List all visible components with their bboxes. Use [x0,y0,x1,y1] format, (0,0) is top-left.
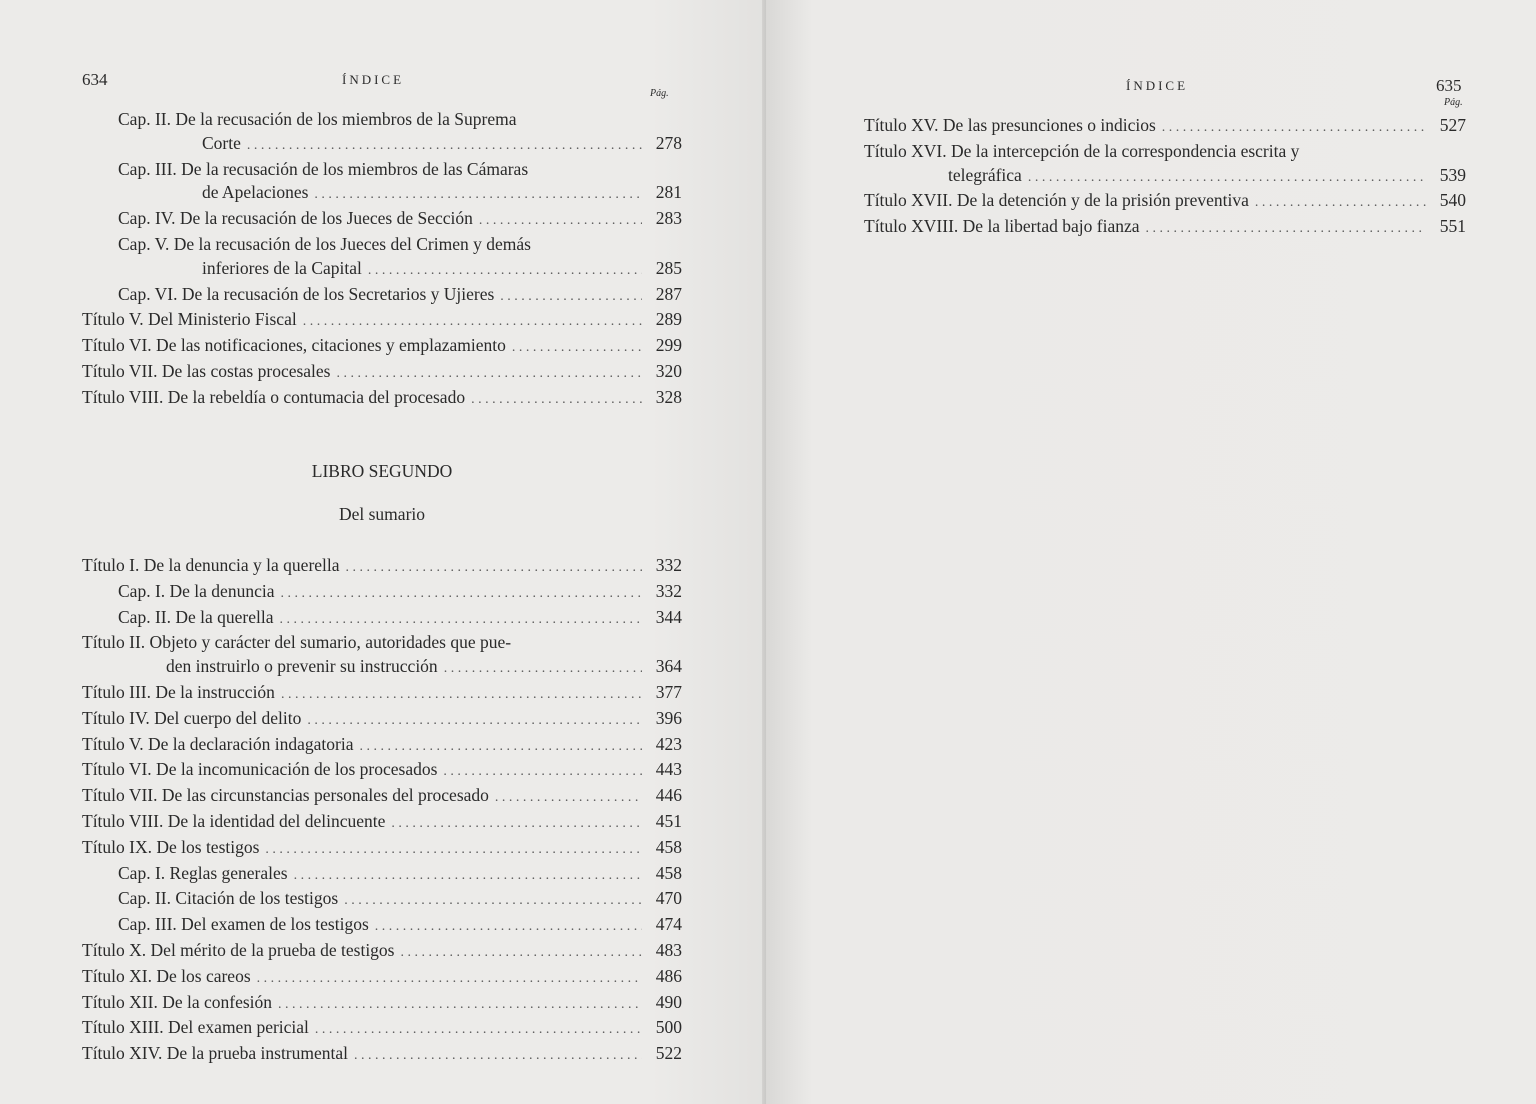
toc-entry-title: Título II. Objeto y carácter del sumario, autoridades que pue- [82,632,512,653]
toc-entry-page: 522 [655,1043,682,1064]
toc-entry-page: 540 [1439,190,1466,211]
toc-entry [82,1042,682,1068]
toc-entry-title: Título XII. De la confesión [82,991,273,1012]
toc-entry-page: 451 [655,810,682,831]
toc-entry-page: 396 [655,707,682,728]
toc-entry-page: 446 [655,785,682,806]
toc-entry-title: Título IV. Del cuerpo del delito [82,707,302,728]
toc-entry [82,810,682,836]
dot-leader [257,967,642,991]
toc-entry-page: 486 [655,965,682,986]
toc-entry-title: Corte [202,132,241,153]
running-head: ÍNDICE [1126,78,1189,93]
toc-entry-title: Cap. II. De la querella [118,606,274,627]
toc-entry [82,554,682,580]
toc-entry-title: Cap. I. Reglas generales [118,862,288,883]
dot-leader [391,812,642,836]
toc-entry-page: 278 [655,132,682,153]
toc-entry-page: 299 [655,335,682,356]
dot-leader [512,336,642,360]
toc-entry-title: Cap. VI. De la recusación de los Secretarios y Ujieres [118,283,495,304]
dot-leader [471,388,642,412]
toc-entry-title: de Apelaciones [202,182,309,203]
dot-leader [314,183,642,207]
toc-entry-page: 364 [655,656,682,677]
toc-entry-page: 328 [655,386,682,407]
dot-leader [247,134,642,158]
toc-entry-title: Cap. I. De la denuncia [118,580,275,601]
toc-entry [82,631,682,681]
toc-entry [82,360,682,386]
dot-leader [278,993,642,1017]
dot-leader [307,709,642,733]
toc-entry [82,207,682,233]
toc-list [82,108,682,412]
dot-leader [337,362,643,386]
toc-entry-title: telegráfica [948,164,1022,185]
toc-entry-title: Título XVI. De la intercepción de la correspondencia escrita y [864,140,1300,161]
toc-entry-title: Título VI. De la incomunicación de los procesados [82,759,438,780]
toc-entry [82,991,682,1017]
toc-list [82,554,682,1068]
toc-entry [82,758,682,784]
toc-entry-title: Título VII. De las circunstancias personales del procesado [82,785,489,806]
dot-leader [444,657,642,681]
pag-label: Pág. [1444,97,1463,108]
dot-leader [1028,166,1426,190]
toc-entry [82,1016,682,1042]
toc-entry [82,913,682,939]
dot-leader [303,310,642,334]
toc-entry-page: 527 [1439,115,1466,135]
toc-entry [864,215,1466,241]
toc-entry [82,580,682,606]
toc-entry-title: Título V. Del Ministerio Fiscal [82,309,297,330]
toc-entry-page: 500 [655,1017,682,1038]
dot-leader [344,889,642,913]
pag-label: Pág. [650,88,669,99]
dot-leader [315,1018,642,1042]
toc-entry-title: Cap. II. De la recusación de los miembros de la Suprema [118,109,517,129]
toc-entry-title: Cap. IV. De la recusación de los Jueces de Sección [118,208,473,229]
dot-leader [1162,116,1426,140]
dot-leader [346,556,642,580]
toc-entry [82,862,682,888]
toc-entry-title: Título VI. De las notificaciones, citaciones y emplazamiento [82,335,506,356]
toc-entry-page: 483 [655,939,682,960]
toc-entry-page: 377 [655,681,682,702]
toc-entry-title: Título VIII. De la rebeldía o contumacia del procesado [82,386,466,407]
toc-entry-title: Cap. V. De la recusación de los Jueces del Crimen y demás [118,233,531,254]
toc-entry [82,606,682,632]
toc-entry-page: 474 [655,914,682,935]
toc-entry-title: Cap. II. Citación de los testigos [118,888,339,909]
toc-entry-page: 283 [655,208,682,229]
dot-leader [443,760,642,784]
toc-entry-page: 320 [655,360,682,381]
toc-entry [864,189,1466,215]
dot-leader [265,838,642,862]
toc-entry [864,114,1466,140]
toc-entry-title: Título VIII. De la identidad del delincuente [82,810,386,831]
dot-leader [281,683,642,707]
dot-leader [359,735,642,759]
toc-entry-page: 539 [1439,164,1466,185]
dot-leader [495,786,642,810]
toc-entry-page: 423 [655,733,682,754]
toc-entry-title: Título IX. De los testigos [82,836,260,857]
toc-entry-title: Título I. De la denuncia y la querella [82,555,340,575]
toc-entry-title: Título XV. De las presunciones o indicios [864,115,1156,135]
toc-entry-title: Título III. De la instrucción [82,681,275,702]
dot-leader [500,285,642,309]
toc-entry [82,283,682,309]
left-page [0,0,766,1104]
toc-entry-page: 287 [655,283,682,304]
toc-entry-page: 289 [655,309,682,330]
toc-entry-page: 551 [1439,216,1466,237]
toc-entry-page: 458 [655,862,682,883]
dot-leader [1146,217,1426,241]
toc-entry-title: Título X. Del mérito de la prueba de testigos [82,939,395,960]
toc-entry-page: 281 [655,182,682,203]
book-subtitle: Del sumario [338,504,426,524]
toc-entry-title: Título XVII. De la detención y de la prisión preventiva [864,190,1249,211]
toc-entry [82,939,682,965]
toc-entry [82,887,682,913]
toc-entry [82,836,682,862]
dot-leader [294,864,642,888]
toc-entry-page: 285 [655,257,682,278]
toc-entry-title: Título XI. De los careos [82,965,251,986]
toc-entry [82,308,682,334]
toc-entry [82,334,682,360]
toc-entry-title: den instruirlo o prevenir su instrucción [166,656,438,677]
dot-leader [368,259,642,283]
dot-leader [354,1044,642,1068]
dot-leader [401,941,643,965]
toc-entry-page: 344 [655,606,682,627]
dot-leader [479,209,642,233]
dot-leader [1255,191,1426,215]
toc-entry [82,386,682,412]
toc-entry [82,158,682,208]
toc-entry [82,233,682,283]
toc-entry-title: inferiores de la Capital [202,257,362,278]
toc-entry-title: Título XVIII. De la libertad bajo fianza [864,216,1140,237]
book-title: LIBRO SEGUNDO [311,461,453,481]
toc-entry-page: 443 [655,759,682,780]
dot-leader [280,582,642,606]
toc-entry-title: Cap. III. De la recusación de los miembros de las Cámaras [118,158,529,179]
running-head: ÍNDICE [342,72,405,87]
toc-list [864,114,1466,241]
toc-entry [82,108,682,158]
toc-entry [82,965,682,991]
toc-entry [82,681,682,707]
dot-leader [279,608,642,632]
toc-entry [864,140,1466,190]
toc-entry-title: Título VII. De las costas procesales [82,360,331,381]
toc-entry-page: 490 [655,991,682,1012]
page-number: 634 [82,70,108,89]
toc-entry-page: 458 [655,836,682,857]
toc-entry-title: Título V. De la declaración indagatoria [82,733,354,754]
toc-entry-title: Cap. III. Del examen de los testigos [118,914,369,935]
dot-leader [375,915,642,939]
page-number: 635 [1436,76,1462,95]
toc-entry-page: 332 [655,555,682,575]
toc-entry-page: 470 [655,888,682,909]
toc-entry-title: Título XIII. Del examen pericial [82,1017,309,1038]
toc-entry [82,784,682,810]
toc-entry [82,733,682,759]
toc-entry [82,707,682,733]
toc-entry-title: Título XIV. De la prueba instrumental [82,1043,349,1064]
toc-entry-page: 332 [655,580,682,601]
